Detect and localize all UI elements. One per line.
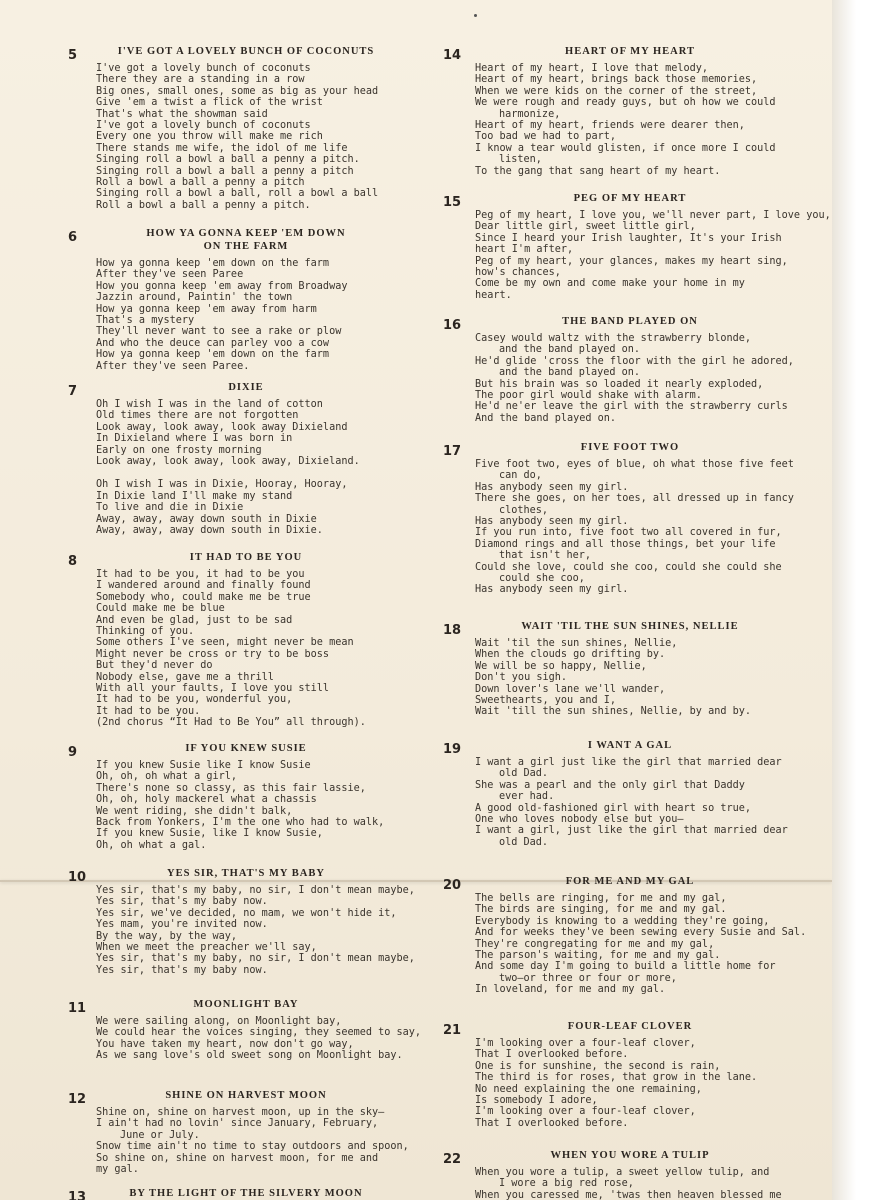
- song-title: FOR ME AND MY GAL: [565, 876, 695, 887]
- lyric-line: Peg of my heart, I love you, we'll never part, I love you,: [475, 210, 831, 221]
- lyric-line: Somebody who, could make me be true: [96, 591, 311, 603]
- lyric-line: There they are a standing in a row: [96, 74, 305, 86]
- lyric-line: When you wore a tulip, a sweet yellow tulip, and: [475, 1167, 770, 1178]
- lyric-line: We were rough and ready guys, but oh how we could: [475, 97, 776, 109]
- song-body: [475, 740, 788, 848]
- lyric-line: Everybody is knowing to a wedding they're going,: [475, 915, 770, 927]
- lyric-line: can do,: [499, 470, 542, 482]
- lyric-line: Singing roll a bowl a ball a penny a pitch.: [96, 154, 360, 166]
- song-number: 20: [443, 878, 462, 893]
- lyric-line: Diamond rings and all those things, bet your life: [475, 538, 776, 550]
- lyric-line: After they've seen Paree.: [96, 360, 250, 372]
- lyric-line: The birds are singing, for me and my gal.: [475, 904, 727, 916]
- lyric-line: Wait 'til the sun shines, Nellie,: [475, 638, 678, 649]
- lyric-line: Roll a bowl a ball a penny a pitch.: [96, 199, 311, 211]
- song-lyrics: [96, 760, 396, 851]
- song-lyrics: [475, 1038, 785, 1129]
- lyric-line: Oh I wish I was in the land of cotton: [96, 399, 323, 410]
- lyric-line: How you gonna keep 'em away from Broadway: [96, 280, 348, 292]
- song-title: WHEN YOU WORE A TULIP: [550, 1150, 710, 1161]
- lyric-line: Come be my own and come make your home in my: [475, 278, 745, 290]
- song-number: 9: [68, 745, 78, 760]
- lyric-line: Is somebody I adore,: [475, 1095, 598, 1107]
- lyric-line: But his brain was so loaded it nearly exploded,: [475, 378, 764, 390]
- lyric-line: I ain't had no lovin' since January, February,: [96, 1118, 379, 1130]
- lyric-line: Yes sir, that's my baby now.: [96, 964, 268, 976]
- song-body: [475, 1021, 785, 1129]
- lyric-line: I want a girl, just like the girl that married dear: [475, 825, 788, 837]
- lyric-line: We were sailing along, on Moonlight bay,: [96, 1016, 342, 1027]
- lyric-line: and the band played on.: [499, 344, 641, 356]
- lyric-line: Oh I wish I was in Dixie, Hooray, Hooray,: [96, 479, 348, 491]
- lyric-line: Look away, look away, look away, Dixieland.: [96, 456, 360, 468]
- lyric-line: After they've seen Paree: [96, 269, 244, 281]
- lyric-line: He'd ne'er leave the girl with the strawberry curls: [475, 401, 788, 413]
- song-number: 6: [68, 230, 78, 245]
- lyric-line: Snow time ain't no time to stay outdoors and spoon,: [96, 1141, 409, 1153]
- lyric-line: I've got a lovely bunch of coconuts: [96, 120, 311, 132]
- song-body: [96, 382, 396, 536]
- song-number: 19: [443, 742, 462, 757]
- song-title: DIXIE: [228, 382, 264, 393]
- lyric-line: Singing roll a bowl a ball a penny a pitch: [96, 165, 354, 177]
- song-number: 21: [443, 1023, 462, 1038]
- lyric-line: So shine on, shine on harvest moon, for me and: [96, 1152, 379, 1164]
- song-title: FIVE FOOT TWO: [580, 442, 680, 453]
- lyric-line: One is for sunshine, the second is rain,: [475, 1060, 721, 1072]
- song-title: FOUR-LEAF CLOVER: [567, 1021, 693, 1032]
- song-body: [96, 228, 396, 372]
- lyric-line: And for weeks they've been sewing every Susie and Sal.: [475, 927, 807, 939]
- song-body: [475, 1150, 785, 1200]
- page-margin: [832, 0, 872, 1200]
- lyric-line: Yes sir, that's my baby, no sir, I don't mean maybe,: [96, 953, 415, 965]
- lyric-line: how's chances,: [475, 267, 561, 279]
- lyric-line: I've got a lovely bunch of coconuts: [96, 63, 311, 74]
- lyric-line: old Dad.: [499, 768, 549, 780]
- song-number: 14: [443, 48, 462, 63]
- song-number: 18: [443, 623, 462, 638]
- song-lyrics: [96, 885, 415, 976]
- lyric-line: If you knew Susie like I know Susie: [96, 760, 311, 771]
- lyric-line: and the band played on.: [499, 367, 641, 379]
- lyric-line: Oh, oh what a gal.: [96, 839, 207, 851]
- song-title: HOW YA GONNA KEEP 'EM DOWN: [146, 228, 346, 239]
- lyric-line: Don't you sigh.: [475, 672, 568, 684]
- song-lyrics: [475, 757, 788, 848]
- lyric-line: ever had.: [499, 791, 555, 803]
- lyric-line: Five foot two, eyes of blue, oh what those five feet: [475, 459, 794, 470]
- lyric-line: Could she love, could she coo, could she could she: [475, 561, 782, 573]
- lyric-line: Has anybody seen my girl.: [475, 481, 629, 493]
- lyric-line: Casey would waltz with the strawberry blonde,: [475, 333, 752, 344]
- song-body: [475, 621, 785, 718]
- song-lyrics: [475, 459, 794, 596]
- lyric-line: Thinking of you.: [96, 626, 195, 638]
- song-number: 5: [68, 48, 78, 63]
- song-title: IF YOU KNEW SUSIE: [185, 743, 307, 754]
- song-number: 13: [68, 1190, 87, 1200]
- lyric-line: And who the deuce can parley voo a cow: [96, 337, 330, 349]
- lyric-line: Nobody else, gave me a thrill: [96, 671, 274, 683]
- song-body: [96, 1090, 409, 1176]
- lyric-line: She was a pearl and the only girl that Daddy: [475, 779, 745, 791]
- lyric-line: The bells are ringing, for me and my gal,: [475, 893, 727, 904]
- lyric-line: Yes sir, that's my baby now.: [96, 896, 268, 908]
- song-body: [96, 552, 396, 729]
- lyric-line: That I overlooked before.: [475, 1049, 629, 1061]
- song-number: 16: [443, 318, 462, 333]
- lyric-line: Away, away, away down south in Dixie: [96, 513, 317, 525]
- lyric-line: Back from Yonkers, I'm the one who had to walk,: [96, 817, 385, 829]
- lyric-line: It had to be you.: [96, 705, 201, 717]
- song-body: [96, 1188, 396, 1200]
- song-number: 17: [443, 444, 462, 459]
- song-body: [475, 193, 831, 301]
- lyric-line: Yes mam, you're invited now.: [96, 919, 268, 931]
- lyric-line: Since I heard your Irish laughter, It's your Irish: [475, 232, 782, 244]
- lyric-line: Wait 'till the sun shines, Nellie, by and by.: [475, 706, 752, 718]
- song-lyrics: [475, 63, 785, 177]
- song-lyrics: [96, 399, 396, 536]
- ink-dot: [474, 14, 477, 17]
- lyric-line: Could make me be blue: [96, 603, 225, 615]
- lyric-line: How ya gonna keep 'em away from harm: [96, 303, 317, 315]
- lyric-line: He'd glide 'cross the floor with the girl he adored,: [475, 355, 794, 367]
- lyric-line: Jazzin around, Paintin' the town: [96, 292, 293, 304]
- lyric-line: The parson's waiting, for me and my gal.: [475, 950, 721, 962]
- song-number: 15: [443, 195, 462, 210]
- song-body: [475, 316, 794, 424]
- song-title-line-2: ON THE FARM: [203, 241, 289, 252]
- lyric-line: Too bad we had to part,: [475, 131, 617, 143]
- lyric-line: listen,: [499, 154, 542, 166]
- lyric-line: June or July.: [120, 1129, 200, 1141]
- lyric-line: That's a mystery: [96, 315, 195, 327]
- song-body: [475, 442, 794, 596]
- song-lyrics: [475, 893, 807, 996]
- lyric-line: that isn't her,: [499, 550, 592, 562]
- lyric-line: Dear little girl, sweet little girl,: [475, 221, 696, 233]
- lyric-line: It had to be you, wonderful you,: [96, 694, 293, 706]
- song-title: WAIT 'TIL THE SUN SHINES, NELLIE: [521, 621, 739, 632]
- song-title: I WANT A GAL: [587, 740, 673, 751]
- song-lyrics: [96, 1107, 409, 1176]
- lyric-line: If you run into, five foot two all covered in fur,: [475, 527, 782, 539]
- lyric-line: But they'd never do: [96, 660, 213, 672]
- lyric-line: By the way, by the way,: [96, 930, 238, 942]
- lyric-line: To the gang that sang heart of my heart.: [475, 165, 721, 177]
- song-title: THE BAND PLAYED ON: [562, 316, 698, 327]
- song-title: PEG OF MY HEART: [573, 193, 687, 204]
- lyric-line: Might never be cross or try to be boss: [96, 648, 330, 660]
- lyric-line: And the band played on.: [475, 412, 617, 424]
- lyric-line: No need explaining the one remaining,: [475, 1083, 702, 1095]
- lyric-line: old Dad.: [499, 836, 549, 848]
- song-number: 12: [68, 1092, 87, 1107]
- song-lyrics: [96, 569, 396, 729]
- lyric-line: Every one you throw will make me rich: [96, 131, 323, 143]
- lyric-line: We could hear the voices singing, they seemed to say,: [96, 1027, 422, 1039]
- lyric-line: We will be so happy, Nellie,: [475, 660, 647, 672]
- song-number: 22: [443, 1152, 462, 1167]
- song-lyrics: [475, 333, 794, 424]
- lyric-line: clothes,: [499, 504, 549, 516]
- lyric-line: They're congregating for me and my gal,: [475, 938, 715, 950]
- lyric-line: Give 'em a twist a flick of the wrist: [96, 97, 323, 109]
- lyric-line: In Dixieland where I was born in: [96, 433, 293, 445]
- song-number: 8: [68, 554, 78, 569]
- song-number: 7: [68, 384, 78, 399]
- lyric-line: Big ones, small ones, some as big as your head: [96, 85, 379, 97]
- lyric-line: One who loves nobody else but you—: [475, 814, 684, 826]
- lyric-line: In Dixie land I'll make my stand: [96, 490, 293, 502]
- song-body: [96, 999, 422, 1062]
- lyric-line: Oh, oh, oh what a girl,: [96, 771, 238, 783]
- lyric-line: Heart of my heart, friends were dearer then,: [475, 120, 745, 132]
- lyric-line: I'm looking over a four-leaf clover,: [475, 1106, 696, 1118]
- lyric-line: Early on one frosty morning: [96, 444, 262, 456]
- lyric-line: As we sang love's old sweet song on Moonlight bay.: [96, 1050, 403, 1062]
- lyric-line: If you knew Susie, like I know Susie,: [96, 828, 323, 840]
- lyric-line: I'm looking over a four-leaf clover,: [475, 1038, 696, 1049]
- lyric-line: They'll never want to see a rake or plow: [96, 326, 342, 338]
- song-title: MOONLIGHT BAY: [193, 999, 299, 1010]
- lyric-line: Has anybody seen my girl.: [475, 516, 629, 528]
- lyric-line: There's none so classy, as this fair lassie,: [96, 782, 366, 794]
- lyric-line: Down lover's lane we'll wander,: [475, 683, 666, 695]
- song-lyrics: [96, 63, 396, 211]
- lyric-line: We went riding, she didn't balk,: [96, 805, 293, 817]
- song-lyrics: [475, 210, 831, 301]
- lyric-line: That I overlooked before.: [475, 1117, 629, 1129]
- lyric-line: How ya gonna keep 'em down on the farm: [96, 349, 330, 361]
- song-body: [475, 46, 785, 177]
- song-body: [96, 868, 415, 976]
- lyric-line: Oh, oh, holy mackerel what a chassis: [96, 794, 317, 806]
- lyric-line: Heart of my heart, I love that melody,: [475, 63, 709, 74]
- lyric-line: Has anybody seen my girl.: [475, 584, 629, 596]
- lyric-line: Old times there are not forgotten: [96, 410, 299, 422]
- song-body: [475, 876, 807, 996]
- lyric-line: heart I'm after,: [475, 244, 574, 256]
- lyric-line: When we meet the preacher we'll say,: [96, 942, 317, 954]
- song-lyrics: [475, 1167, 785, 1200]
- lyric-line: Sweethearts, you and I,: [475, 695, 617, 707]
- lyric-line: Away, away, away down south in Dixie.: [96, 525, 323, 537]
- lyric-line: Yes sir, we've decided, no mam, we won't hide it,: [96, 907, 397, 919]
- song-lyrics: [475, 638, 785, 718]
- lyric-line: A good old-fashioned girl with heart so true,: [475, 802, 752, 814]
- lyric-line: You have taken my heart, now don't go way,: [96, 1038, 354, 1050]
- song-lyrics: [96, 1016, 422, 1062]
- lyric-line: In loveland, for me and my gal.: [475, 984, 666, 996]
- lyric-line: Some others I've seen, might never be mean: [96, 637, 354, 649]
- lyric-line: Roll a bowl a ball a penny a pitch: [96, 177, 305, 189]
- song-title: IT HAD TO BE YOU: [189, 552, 303, 563]
- lyric-line: When the clouds go drifting by.: [475, 649, 666, 661]
- song-title: SHINE ON HARVEST MOON: [165, 1090, 327, 1101]
- lyric-line: And some day I'm going to build a little home for: [475, 961, 776, 973]
- lyric-line: two—or three or four or more,: [499, 972, 677, 984]
- lyric-line: I wandered around and finally found: [96, 580, 311, 592]
- lyric-line: When you caressed me, 'twas then heaven blessed me: [475, 1189, 782, 1200]
- lyric-line: That's what the showman said: [96, 108, 268, 120]
- lyric-line: (2nd chorus “It Had to Be You” all through).: [96, 717, 366, 729]
- lyric-line: Heart of my heart, brings back those memories,: [475, 74, 758, 86]
- song-title: I'VE GOT A LOVELY BUNCH OF COCONUTS: [117, 46, 375, 57]
- lyric-line: my gal.: [96, 1164, 139, 1176]
- lyric-line: The third is for roses, that grow in the lane.: [475, 1072, 758, 1084]
- lyric-line: harmonize,: [499, 108, 561, 120]
- lyric-line: There she goes, on her toes, all dressed up in fancy: [475, 493, 794, 505]
- lyric-line: could she coo,: [499, 573, 585, 585]
- lyric-line: There stands me wife, the idol of me life: [96, 142, 348, 154]
- lyric-line: It had to be you, it had to be you: [96, 569, 305, 580]
- lyric-line: When we were kids on the corner of the street,: [475, 85, 758, 97]
- lyric-line: And even be glad, just to be sad: [96, 614, 293, 626]
- lyric-line: Singing roll a bowl a ball, roll a bowl a ball: [96, 188, 379, 200]
- lyric-line: Yes sir, that's my baby, no sir, I don't mean maybe,: [96, 885, 415, 896]
- lyric-line: How ya gonna keep 'em down on the farm: [96, 258, 330, 269]
- song-body: [96, 46, 396, 211]
- lyric-line: Look away, look away, look away Dixieland: [96, 421, 348, 433]
- song-number: 11: [68, 1001, 87, 1016]
- song-title: BY THE LIGHT OF THE SILVERY MOON: [129, 1188, 363, 1199]
- lyric-line: I want a girl just like the girl that married dear: [475, 757, 782, 768]
- song-number: 10: [68, 870, 87, 885]
- song-title: YES SIR, THAT'S MY BABY: [167, 868, 325, 879]
- lyric-line: Peg of my heart, your glances, makes my heart sing,: [475, 255, 788, 267]
- lyric-line: The poor girl would shake with alarm.: [475, 390, 702, 402]
- lyric-line: heart.: [475, 289, 512, 301]
- song-body: [96, 743, 396, 851]
- lyric-line: To live and die in Dixie: [96, 502, 244, 514]
- song-title: HEART OF MY HEART: [565, 46, 695, 57]
- lyric-line: With all your faults, I love you still: [96, 683, 330, 695]
- lyric-line: I know a tear would glisten, if once more I could: [475, 142, 776, 154]
- lyric-line: Shine on, shine on harvest moon, up in the sky—: [96, 1107, 385, 1118]
- lyric-line: I wore a big red rose,: [499, 1178, 634, 1190]
- song-lyrics: [96, 258, 396, 372]
